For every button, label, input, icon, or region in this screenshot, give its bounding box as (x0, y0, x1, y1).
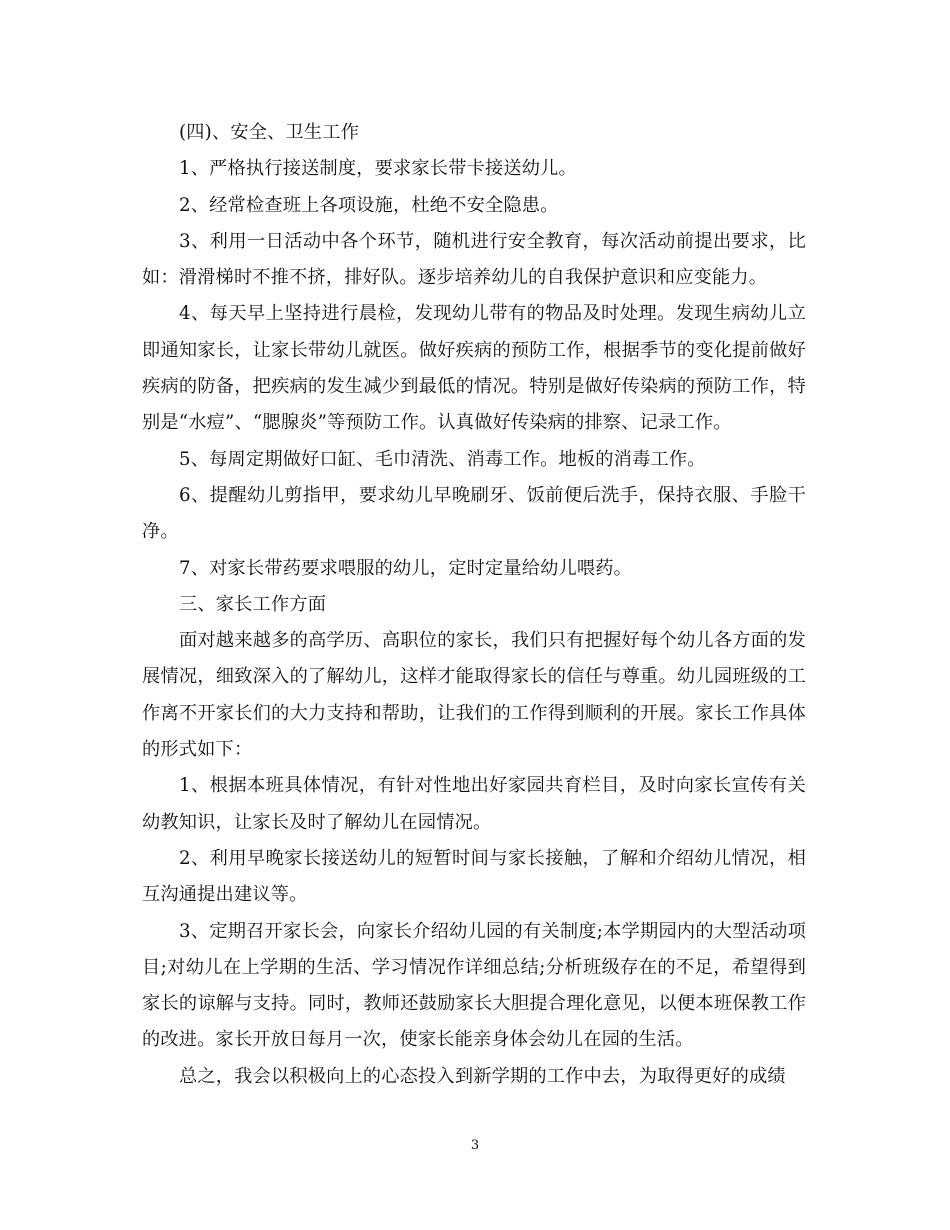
paragraph-pickup-communication: 2、利用早晚家长接送幼儿的短暂时间与家长接触，了解和介绍幼儿情况，相互沟通提出建议等。 (142, 847, 806, 906)
paragraph-safety-education: 3、利用一日活动中各个环节，随机进行安全教育，每次活动前提出要求，比如：滑滑梯时不推不挤，排好队。逐步培养幼儿的自我保护意识和应变能力。 (142, 230, 806, 289)
section-heading-parent-work: 三、家长工作方面 (179, 593, 327, 615)
paragraph-medication: 7、对家长带药要求喂服的幼儿，定时定量给幼儿喂药。 (179, 557, 633, 579)
paragraph-pickup-system: 1、严格执行接送制度，要求家长带卡接送幼儿。 (179, 158, 577, 180)
paragraph-parent-meeting: 3、定期召开家长会，向家长介绍幼儿园的有关制度;本学期园内的大型活动项目;对幼儿在上学期的生活、学习情况作详细总结;分析班级存在的不足，希望得到家长的谅解与支持。同时，教师还鼓励家长大胆提合理化意见，以便本班保教工作的改进。家长开放日每月一次，使家长能亲身体会幼儿在园的生活。 (142, 920, 806, 1051)
paragraph-conclusion: 总之，我会以积极向上的心态投入到新学期的工作中去，为取得更好的成绩 (179, 1065, 786, 1087)
paragraph-personal-hygiene: 6、提醒幼儿剪指甲，要求幼儿早晚刷牙、饭前便后洗手，保持衣服、手脸干净。 (142, 484, 806, 543)
paragraph-parent-intro: 面对越来越多的高学历、高职位的家长，我们只有把握好每个幼儿各方面的发展情况，细致深入的了解幼儿，这样才能取得家长的信任与尊重。幼儿园班级的工作离不开家长们的大力支持和帮助，让我们的工作得到顺利的开展。家长工作具体的形式如下： (142, 630, 806, 761)
document-body (142, 115, 806, 1095)
paragraph-home-school-column: 1、根据本班具体情况，有针对性地出好家园共育栏目，及时向家长宣传有关幼教知识，让家长及时了解幼儿在园情况。 (142, 775, 806, 833)
paragraph-facility-check: 2、经常检查班上各项设施，杜绝不安全隐患。 (179, 194, 559, 216)
paragraph-disinfection: 5、每周定期做好口缸、毛巾清洗、消毒工作。地板的消毒工作。 (179, 448, 706, 470)
section-heading-safety-hygiene: (四)、安全、卫生工作 (179, 122, 360, 143)
page-number: 3 (470, 1138, 480, 1153)
paragraph-morning-check: 4、每天早上坚持进行晨检，发现幼儿带有的物品及时处理。发现生病幼儿立即通知家长，让家长带幼儿就医。做好疾病的预防工作，根据季节的变化提前做好疾病的防备，把疾病的发生减少到最低的情况。特别是做好传染病的预防工作，特别是“水痘”、“腮腺炎”等预防工作。认真做好传染病的排察、记录工作。 (142, 303, 806, 434)
